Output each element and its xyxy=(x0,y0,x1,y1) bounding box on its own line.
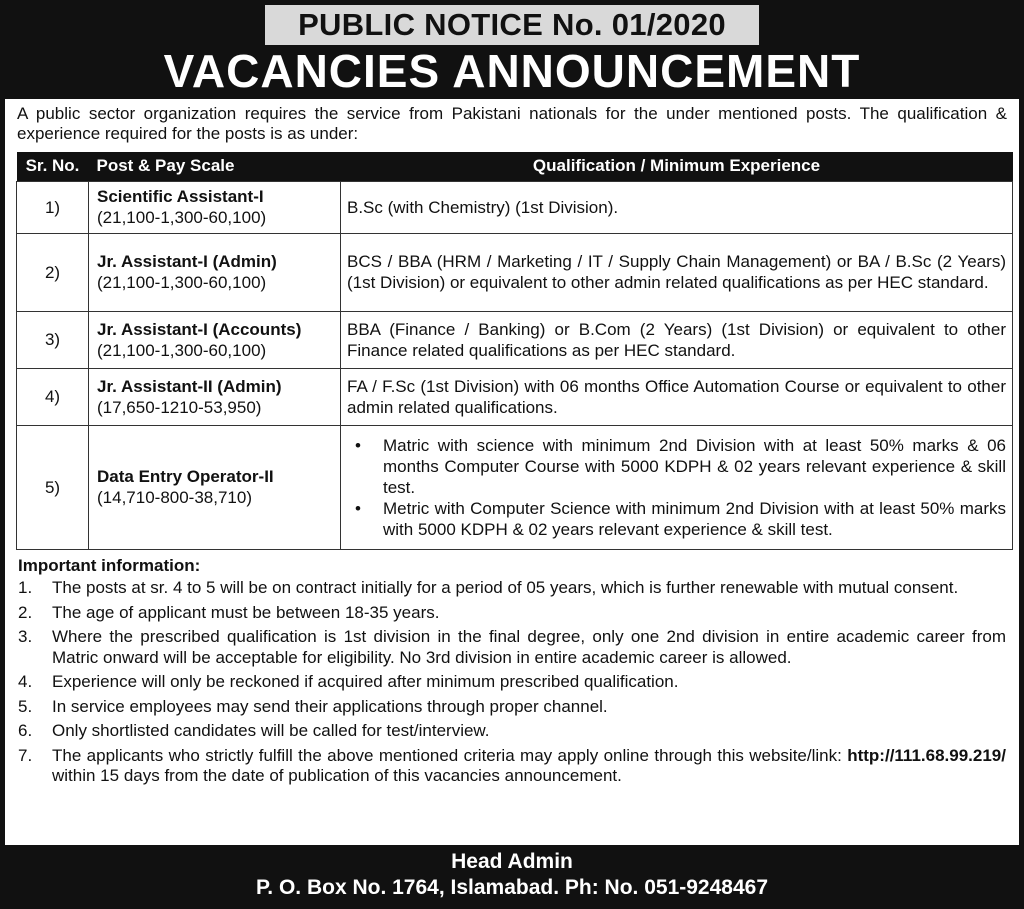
pay-scale: (21,100-1,300-60,100) xyxy=(97,208,267,227)
bullet-text: Metric with Computer Science with minimum 2nd Division with at least 50% marks with 5000 KDPH & 02 years relevant experience & skill test. xyxy=(383,498,1006,539)
row-post xyxy=(89,311,341,368)
item-number: 1. xyxy=(18,578,33,597)
row-qualification: BCS / BBA (HRM / Marketing / IT / Supply Chain Management) or BA / B.Sc (2 Years) (1st Division) or equivalent to other admin related qualifications as per HEC standard. xyxy=(341,233,1013,311)
row-post xyxy=(89,368,341,425)
post-title: Data Entry Operator-II xyxy=(97,467,274,486)
col-header-qualification: Qualification / Minimum Experience xyxy=(341,152,1013,181)
bullet-icon: • xyxy=(355,498,361,518)
post-title: Scientific Assistant-I xyxy=(97,187,264,206)
list-item xyxy=(18,672,1006,693)
important-title: Important information: xyxy=(18,555,201,575)
footer-contact xyxy=(5,845,1019,904)
vacancies-table xyxy=(16,152,1013,550)
footer-address: P. O. Box No. 1764, Islamabad. Ph: No. 051-9248467 xyxy=(255,876,769,899)
notice-number: PUBLIC NOTICE No. 01/2020 xyxy=(265,5,759,45)
row-sr: 5) xyxy=(17,425,89,549)
item-number: 2. xyxy=(18,602,33,622)
item-text: The posts at sr. 4 to 5 will be on contract initially for a period of 05 years, which is further renewable with mutual consent. xyxy=(52,578,959,597)
table-row xyxy=(17,233,1013,311)
post-title: Jr. Assistant-I (Accounts) xyxy=(97,319,302,339)
pay-scale: (21,100-1,300-60,100) xyxy=(97,273,267,292)
table-header-row xyxy=(17,152,1013,181)
row-sr: 4) xyxy=(17,368,89,425)
pay-scale: (17,650-1210-53,950) xyxy=(97,397,262,417)
row-post xyxy=(89,181,341,233)
row-sr: 3) xyxy=(17,311,89,368)
bullet-text: Matric with science with minimum 2nd Division with at least 50% marks & 06 months Computer Course with 5000 KDPH & 02 years relevant experience & skill test. xyxy=(383,435,1006,497)
row-sr: 1) xyxy=(17,181,89,233)
item-number: 5. xyxy=(18,696,33,716)
col-header-post: Post & Pay Scale xyxy=(89,152,341,181)
apply-link[interactable]: http://111.68.99.219/ xyxy=(847,745,1006,765)
post-title: Jr. Assistant-I (Admin) xyxy=(97,252,277,271)
table-row xyxy=(17,181,1013,233)
table-row xyxy=(17,425,1013,549)
item-text: Where the prescribed qualification is 1st division in the final degree, only one 2nd division in entire academic career from Matric onward will be acceptable for eligibility. No 3rd division in entire academic career is allowed. xyxy=(52,627,1006,667)
list-item xyxy=(18,603,1006,624)
row-qualification: FA / F.Sc (1st Division) with 06 months Office Automation Course or equivalent to other admin related qualifications. xyxy=(341,368,1013,425)
list-item xyxy=(18,697,1006,718)
footer-signatory: Head Admin xyxy=(451,850,573,873)
row-sr: 2) xyxy=(17,233,89,311)
row-qualification: B.Sc (with Chemistry) (1st Division). xyxy=(341,181,1013,233)
list-item xyxy=(18,746,1006,787)
row-qualification: BBA (Finance / Banking) or B.Com (2 Years) (1st Division) or equivalent to other Finance related qualifications as per HEC standard. xyxy=(341,311,1013,368)
item-number: 6. xyxy=(18,721,33,740)
list-item xyxy=(18,627,1006,668)
announcement-title: VACANCIES ANNOUNCEMENT xyxy=(163,45,861,97)
pay-scale: (14,710-800-38,710) xyxy=(97,488,253,507)
pay-scale: (21,100-1,300-60,100) xyxy=(97,340,267,360)
item-text: Only shortlisted candidates will be called for test/interview. xyxy=(52,721,490,740)
item-text-after: within 15 days from the date of publication of this vacancies announcement. xyxy=(52,766,622,785)
list-item xyxy=(18,578,1006,599)
list-item xyxy=(18,721,1006,742)
item-number: 4. xyxy=(18,672,33,691)
col-header-sr: Sr. No. xyxy=(17,152,89,181)
post-title: Jr. Assistant-II (Admin) xyxy=(97,376,282,396)
item-text: The age of applicant must be between 18-35 years. xyxy=(52,602,440,622)
table-row xyxy=(17,311,1013,368)
list-item xyxy=(347,435,1006,498)
item-text: Experience will only be reckoned if acquired after minimum prescribed qualification. xyxy=(52,672,679,691)
intro-paragraph: A public sector organization requires the service from Pakistani nationals for the under mentioned posts. The qualification & experience required for the posts is as under: xyxy=(17,104,1007,143)
bullet-icon: • xyxy=(355,435,361,455)
qualification-bullets xyxy=(347,433,1006,542)
important-list xyxy=(18,578,1006,787)
item-number: 3. xyxy=(18,627,33,646)
row-qualification xyxy=(341,425,1013,549)
list-item xyxy=(347,498,1006,540)
important-information xyxy=(5,550,1019,787)
notice-header xyxy=(5,5,1019,99)
row-post xyxy=(89,425,341,549)
item-text: In service employees may send their applications through proper channel. xyxy=(52,696,608,716)
item-text: The applicants who strictly fulfill the above mentioned criteria may apply online through this website/link: xyxy=(52,745,842,765)
item-number: 7. xyxy=(18,745,33,765)
table-row xyxy=(17,368,1013,425)
row-post xyxy=(89,233,341,311)
